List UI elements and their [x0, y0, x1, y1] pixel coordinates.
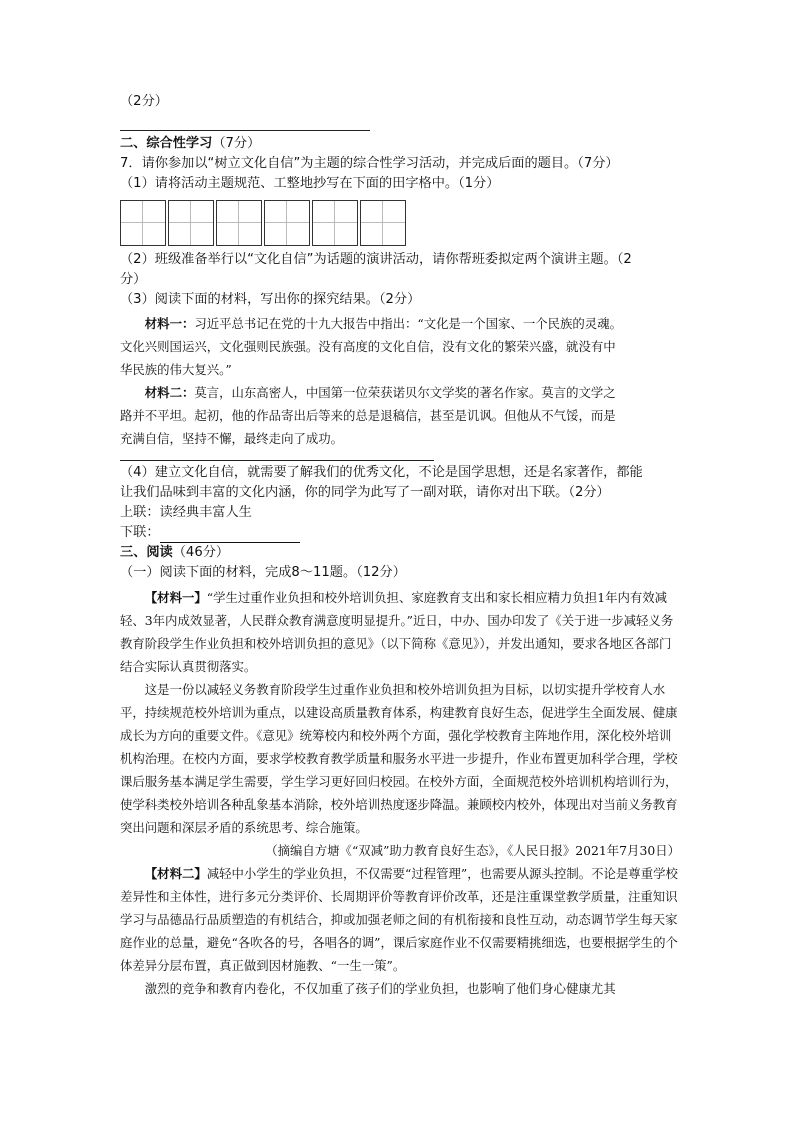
material-one-line: 文化兴则国运兴，文化强则民族强。没有高度的文化自信，没有文化的繁荣兴盛，就没有中 — [120, 339, 616, 354]
material-two — [120, 381, 680, 450]
grid-cell[interactable] — [120, 200, 166, 246]
material-one — [120, 312, 680, 381]
section-three-heading — [120, 543, 680, 563]
upper-couplet: 上联：读经典丰富人生 — [120, 505, 252, 520]
material-two-line: 莫言，山东高密人，中国第一位荣获诺贝尔文学奖的著名作家。莫言的文学之 — [194, 385, 616, 400]
section-two-title: 二、综合性学习 — [120, 136, 213, 151]
material-a-source: （摘编自方塘《“双减”助力教育良好生态》，《人民日报》2021年7月30日） — [265, 843, 680, 858]
section-three-points: （46分） — [172, 545, 230, 560]
material-two-line: 路并不平坦。起初，他的作品寄出后等来的总是退稿信，甚至是讥讽。但他从不气馁，而是 — [120, 408, 616, 423]
tianzige-grid — [120, 200, 680, 246]
question-7-4: （4）建立文化自信，就需要了解我们的优秀文化，不论是国学思想，还是名家著作，都能 — [120, 465, 643, 480]
material-a-para2: 这是一份以减轻义务教育阶段学生过重作业负担和校外培训负担为目标，以切实提升学校育人水平，持续规范校外培训为重点，以建设高质量教育体系，构建教育良好生态，促进学生全面发展、健康成长为方向的重要文件。《意见》统筹校内和校外两个方面，强化学校教育主阵地作用，深化校外培训机构治理。在校内方面，要求学校教育教学质量和服务水平进一步提升，作业布置更加科学合理，学校课后服务基本满足学生需要，学生学习更好回归校园。在校外方面，全面规范校外培训机构培训行为，使学科类校外培训各种乱象基本消除，校外培训热度逐步降温。兼顾校内校外，体现出对当前义务教育突出问题和深层矛盾的系统思考、综合施策。 — [120, 682, 678, 835]
question-7-2-cont: 分） — [120, 272, 147, 287]
material-one-line: 华民族的伟大复兴。” — [120, 362, 232, 377]
grid-cell[interactable] — [264, 200, 310, 246]
material-b-para1 — [120, 862, 680, 977]
material-two-line: 充满自信，坚持不懈，最终走向了成功。 — [120, 431, 344, 446]
question-7-1: （1）请将活动主题规范、工整地抄写在下面的田字格中。（1分） — [120, 176, 500, 191]
material-b-text: 减轻中小学生的学业负担，不仅需要“过程管理”，也需要从源头控制。不论是尊重学校差异性和主体性，进行多元分类评价、长周期评价等教育评价改革，还是注重课堂教学质量，注重知识学习与品德品行品质塑造的有机结合，抑或加强老师之间的有机衔接和良性互动，动态调节学生每天家庭作业的总量，避免“各吹各的号，各唱各的调”，课后家庭作业不仅需要精挑细选，也要根据学生的个体差异分层布置，真正做到因材施教、“一生一策”。 — [120, 866, 678, 973]
material-one-line: 习近平总书记在党的十九大报告中指出：“文化是一个国家、一个民族的灵魂。 — [194, 316, 622, 331]
divider-line — [120, 130, 370, 131]
section-two-heading — [120, 134, 680, 154]
question-7: 7．请你参加以“树立文化自信”为主题的综合性学习活动，并完成后面的题目。（7分） — [120, 156, 619, 171]
section-two-points: （7分） — [212, 136, 261, 151]
material-a-para1 — [120, 586, 680, 678]
material-one-label: 材料一： — [144, 316, 195, 331]
grid-cell[interactable] — [360, 200, 406, 246]
exam-page — [120, 92, 680, 1000]
section-three-title: 三、阅读 — [120, 545, 173, 560]
material-two-label: 材料二： — [144, 385, 195, 400]
lower-couplet-blank[interactable] — [160, 528, 300, 543]
question-7-4-cont: 让我们品味到丰富的文化内涵，你的同学为此写了一副对联，请你对出下联。（2分） — [120, 485, 610, 500]
material-b-para2: 激烈的竞争和教育内卷化，不仅加重了孩子们的学业负担，也影响了他们身心健康尤其 — [144, 981, 616, 996]
material-a-text: “学生过重作业负担和校外培训负担、家庭教育支出和家长相应精力负担1年内有效减轻、3年内成效显著，人民群众教育满意度明显提升。”近日，中办、国办印发了《关于进一步减轻义务教育阶段学生作业负担和校外培训负担的意见》（以下简称《意见》），并发出通知，要求各地区各部门结合实际认真贯彻落实。 — [120, 590, 674, 674]
grid-cell[interactable] — [168, 200, 214, 246]
question-7-3: （3）阅读下面的材料，写出你的探究结果。（2分） — [120, 292, 421, 307]
grid-cell[interactable] — [216, 200, 262, 246]
grid-cell[interactable] — [312, 200, 358, 246]
lower-couplet-row — [120, 523, 680, 543]
reading-part-one: （一）阅读下面的材料，完成8～11题。（12分） — [120, 565, 406, 580]
lower-couplet-label: 下联： — [120, 525, 160, 540]
divider-line — [120, 460, 434, 461]
question-7-2: （2）班级准备举行以“文化自信”为话题的演讲活动，请你帮班委拟定两个演讲主题。（2 — [120, 252, 632, 267]
score-note: （2分） — [120, 94, 168, 109]
material-b-label: 【材料二】 — [144, 866, 207, 881]
material-a-label: 【材料一】 — [144, 590, 207, 605]
